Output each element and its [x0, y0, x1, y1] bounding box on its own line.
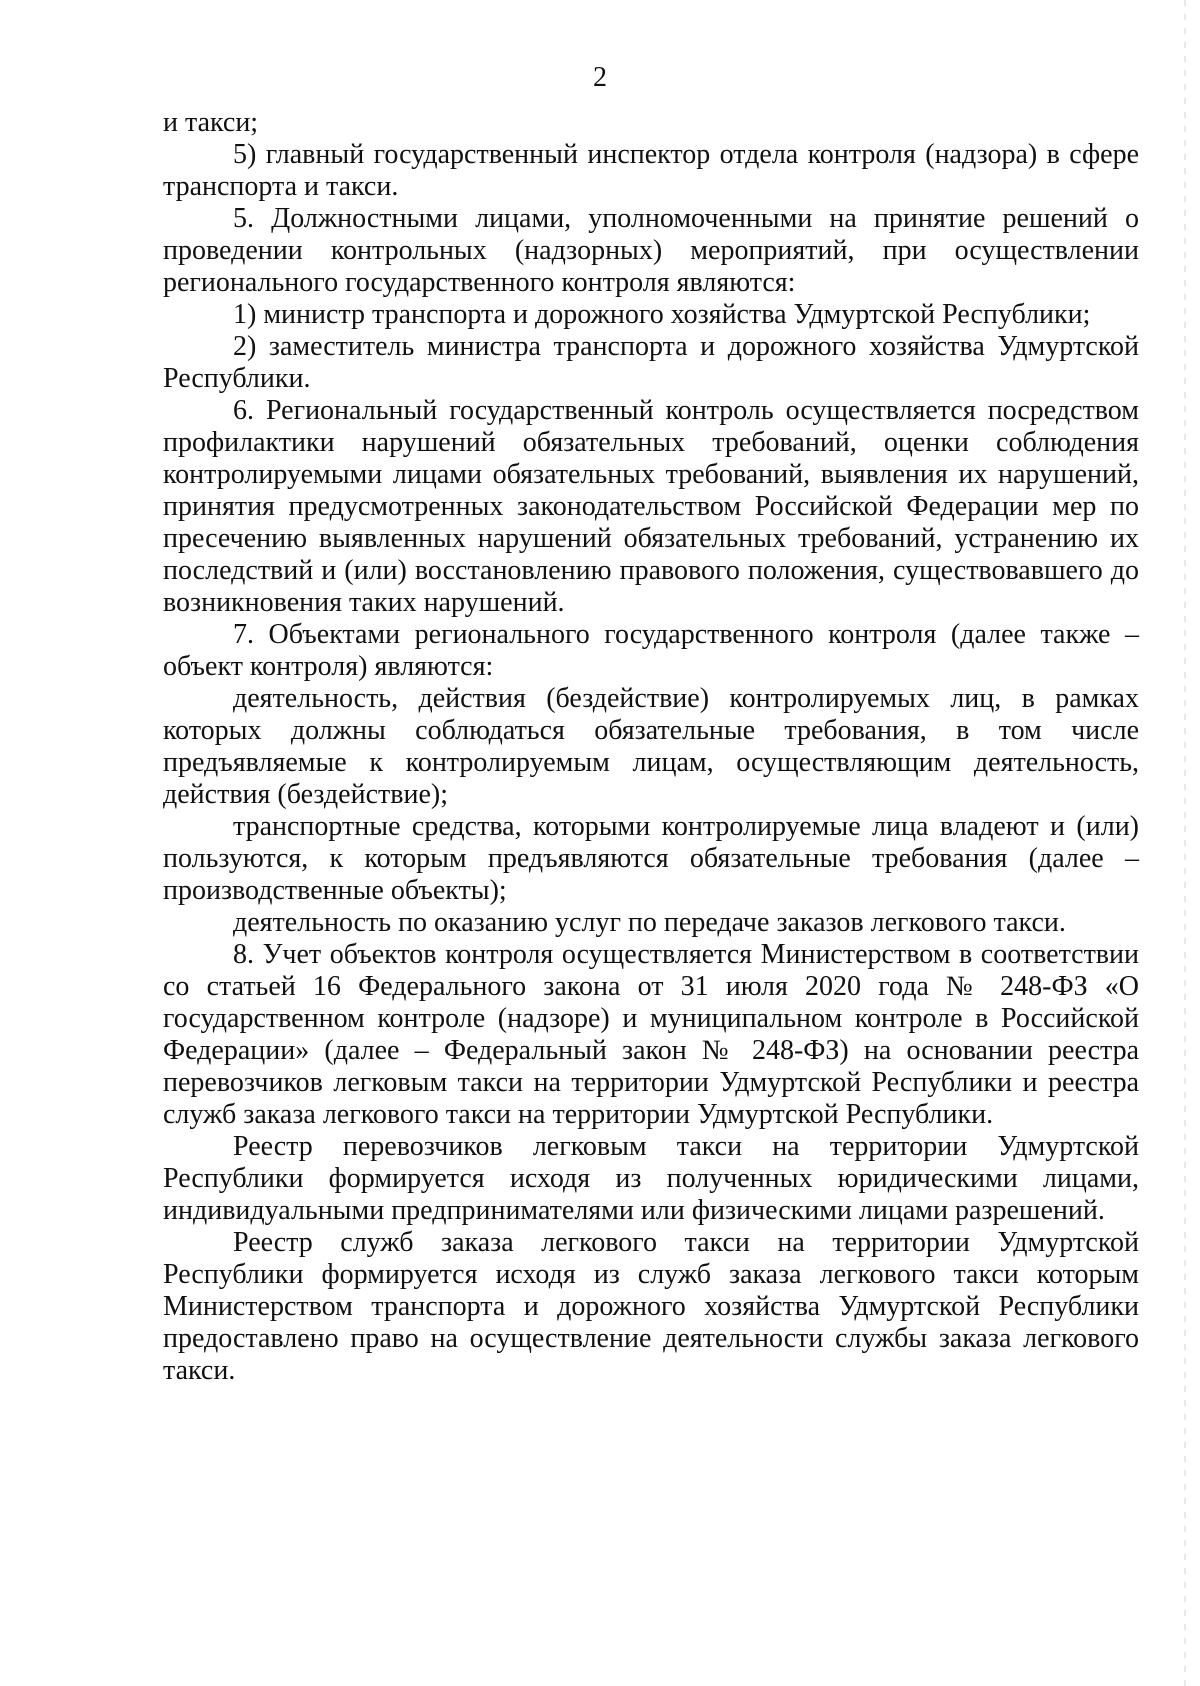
paragraph: и такси;	[163, 107, 259, 138]
paragraph: 6. Региональный государственный контроль осуществляется посредством профилактики нарушений обязательных требований, оценки соблюдения контролируемыми лицами обязательных требований, выявления их нарушений, принятия предусмотренных законодательством Российской Федерации мер по пресечению выявленных нарушений обязательных требований, устранению их последствий и (или) восстановлению правового положения, существовавшего до возникновения таких нарушений.	[163, 395, 1139, 618]
paragraph: деятельность по оказанию услуг по передаче заказов легкового такси.	[233, 907, 1066, 938]
paragraph: Реестр служб заказа легкового такси на территории Удмуртской Республики формируется исходя из служб заказа легкового такси которым Министерством транспорта и дорожного хозяйства Удмуртской Республики предоставлено право на осуществление деятельности службы заказа легкового такси.	[163, 1227, 1139, 1386]
paragraph: 2) заместитель министра транспорта и дорожного хозяйства Удмуртской Республики.	[163, 331, 1139, 394]
paragraph: Реестр перевозчиков легковым такси на территории Удмуртской Республики формируется исходя из полученных юридическими лицами, индивидуальными предпринимателями или физическими лицами разрешений.	[163, 1131, 1139, 1226]
paragraph: 8. Учет объектов контроля осуществляется Министерством в соответствии со статьей 16 Федерального закона от 31 июля 2020 года № 248-ФЗ «О государственном контроле (надзоре) и муниципальном контроле в Российской Федерации» (далее – Федеральный закон № 248-ФЗ) на основании реестра перевозчиков легковым такси на территории Удмуртской Республики и реестра служб заказа легкового такси на территории Удмуртской Республики.	[163, 939, 1139, 1130]
paragraph: 5) главный государственный инспектор отдела контроля (надзора) в сфере транспорта и такси.	[163, 139, 1139, 202]
document-body	[163, 107, 1139, 1387]
paragraph: 5. Должностными лицами, уполномоченными на принятие решений о проведении контрольных (надзорных) мероприятий, при осуществлении регионального государственного контроля являются:	[163, 203, 1139, 298]
paragraph: деятельность, действия (бездействие) контролируемых лиц, в рамках которых должны соблюдаться обязательные требования, в том числе предъявляемые к контролируемым лицам, осуществляющим деятельность, действия (бездействие);	[163, 683, 1139, 810]
paragraph: 7. Объектами регионального государственного контроля (далее также – объект контроля) являются:	[163, 619, 1139, 682]
paragraph: 1) министр транспорта и дорожного хозяйства Удмуртской Республики;	[233, 299, 1091, 330]
page-number: 2	[593, 62, 607, 93]
scan-edge-artifact	[1184, 0, 1186, 1686]
paragraph: транспортные средства, которыми контролируемые лица владеют и (или) пользуются, к которым предъявляются обязательные требования (далее – производственные объекты);	[163, 811, 1139, 906]
